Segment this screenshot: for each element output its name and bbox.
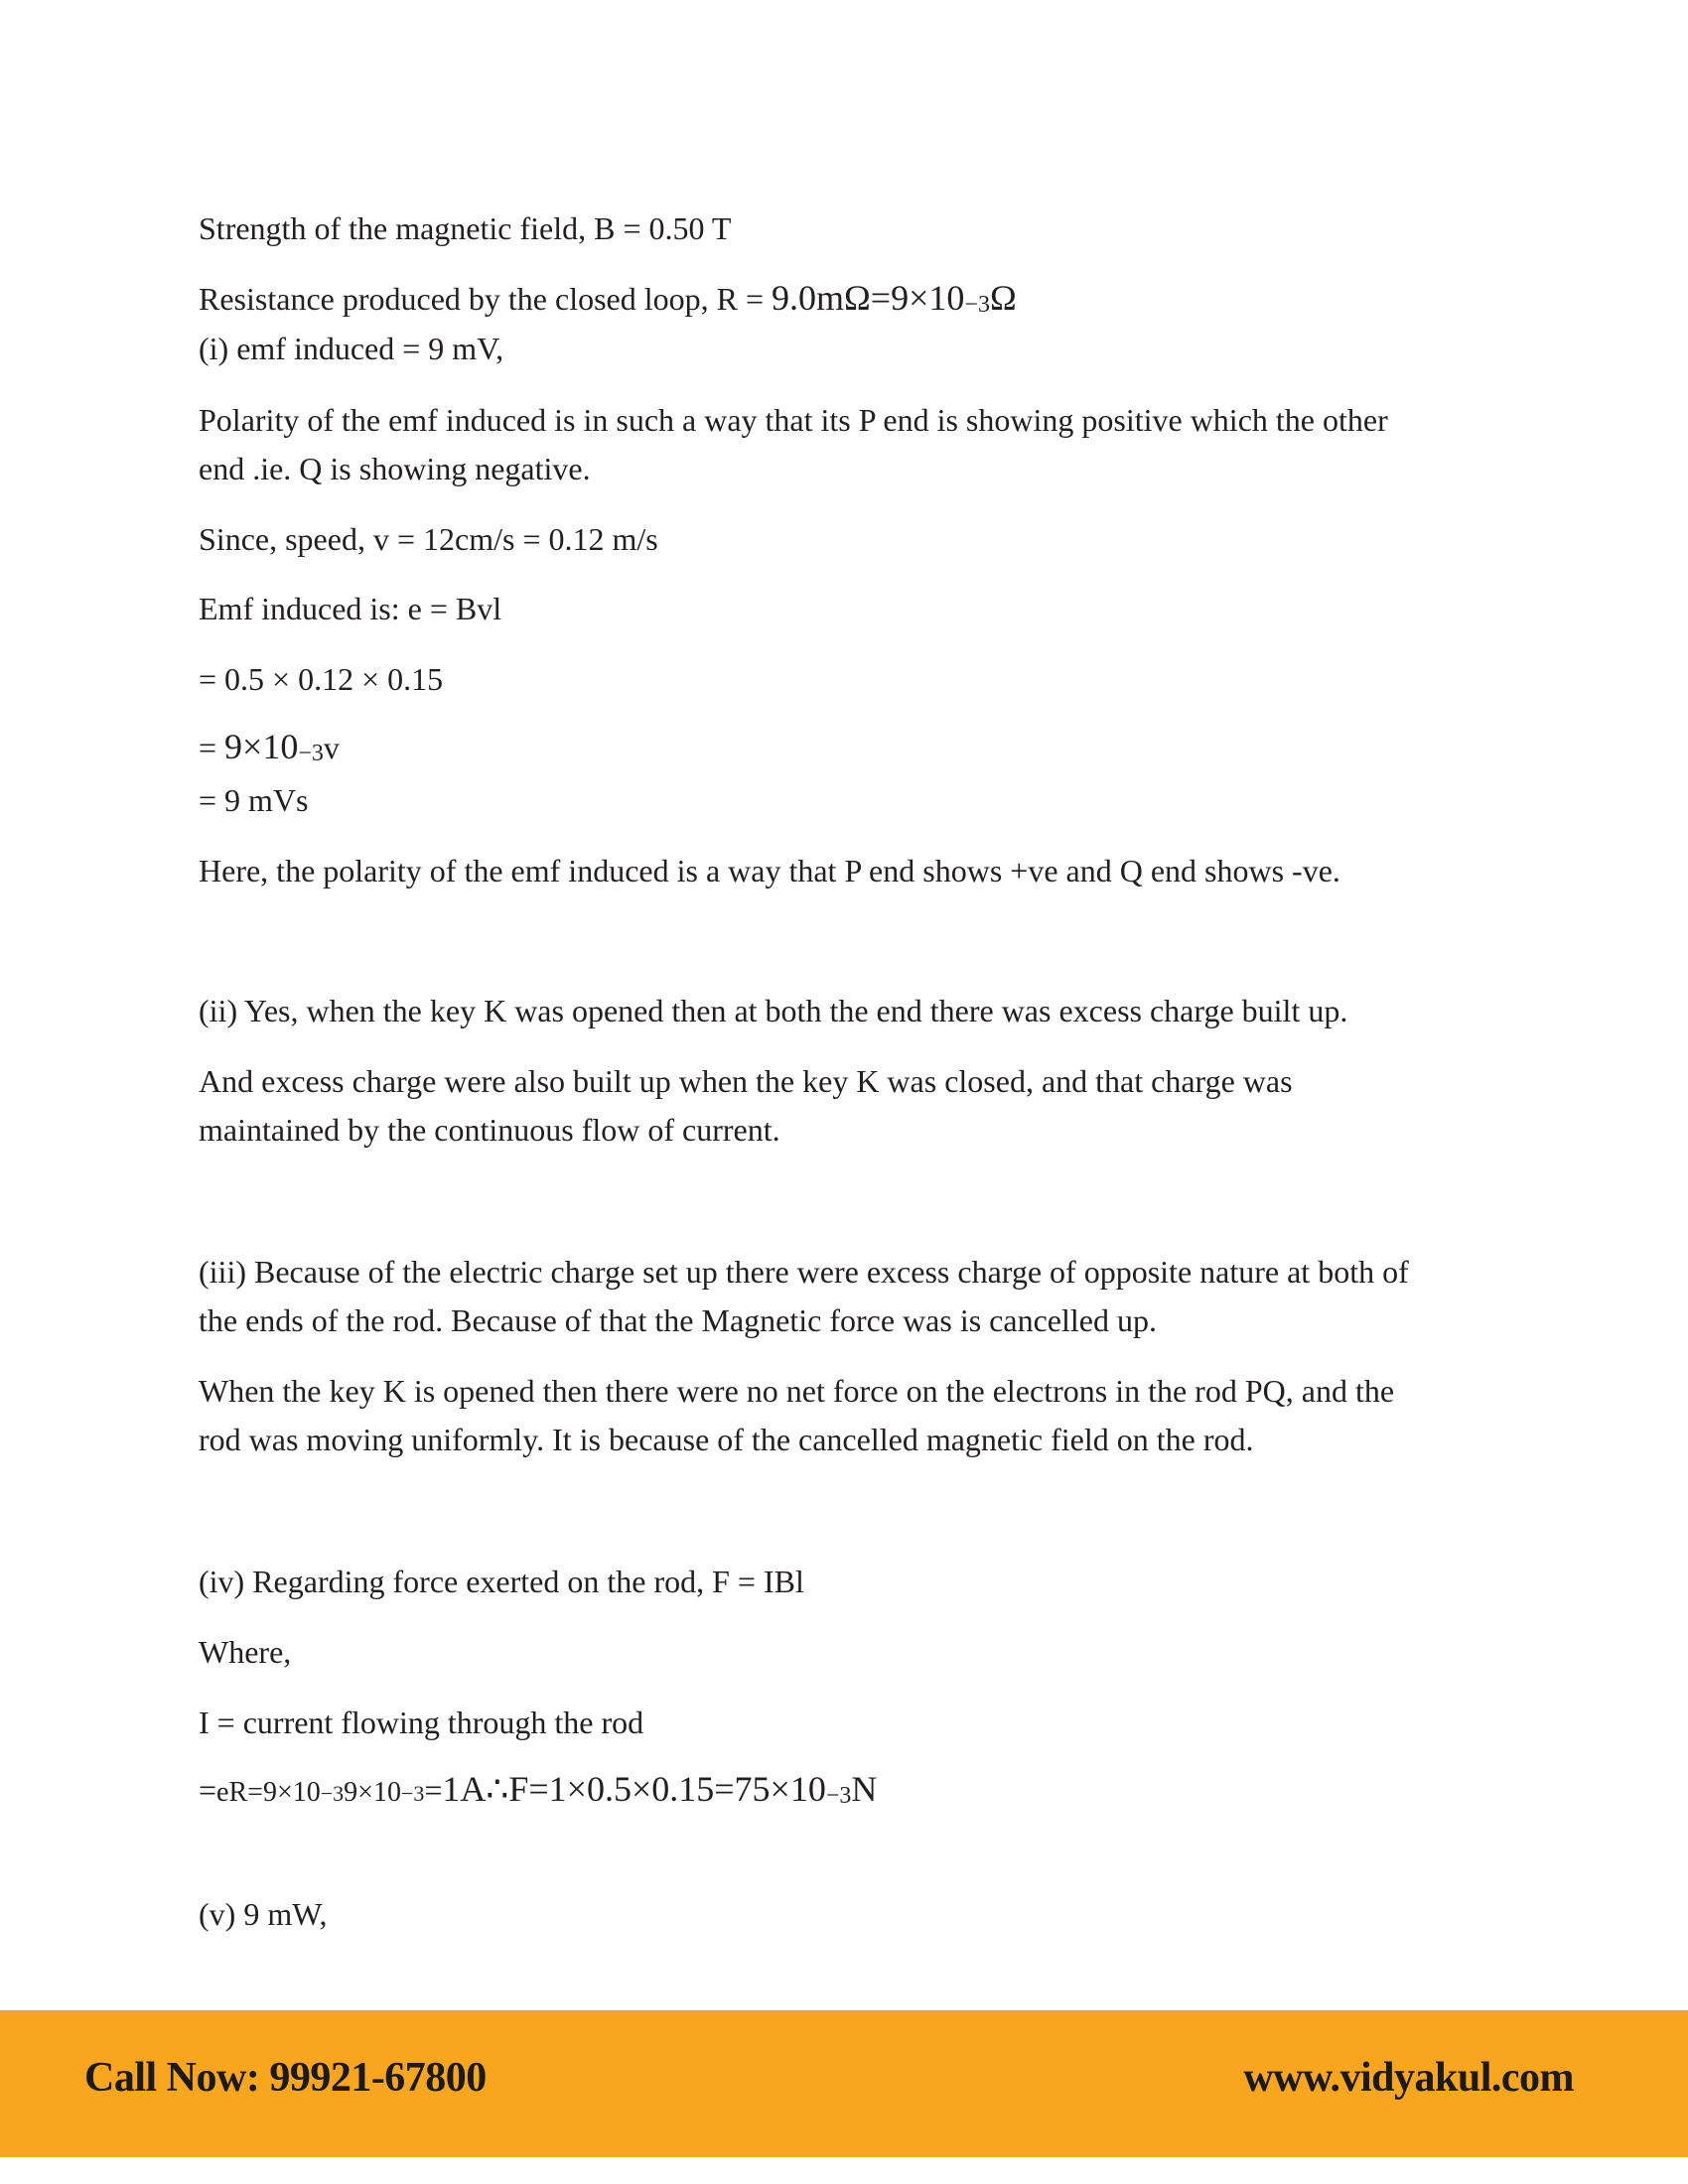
emf-result-eq: = bbox=[199, 730, 225, 765]
part-iv-line: (iv) Regarding force exerted on the rod, F = IBl bbox=[199, 1564, 804, 1599]
emf-formula-line: Emf induced is: e = Bvl bbox=[199, 591, 502, 626]
force-ratio-1: eR=9×10 bbox=[216, 1777, 321, 1808]
part-ii-line: (ii) Yes, when the key K was opened then at both the end there was excess charge built up. bbox=[199, 993, 1348, 1028]
resistance-exponent: −3 bbox=[964, 292, 990, 318]
speed-line: Since, speed, v = 12cm/s = 0.12 m/s bbox=[199, 521, 658, 557]
call-now-phone[interactable]: Call Now: 99921-67800 bbox=[84, 2055, 487, 2101]
force-exp-3: −3 bbox=[825, 1783, 852, 1809]
emf-result-value: 9×10 bbox=[224, 727, 299, 766]
force-eq-1: = bbox=[199, 1772, 217, 1808]
polarity-line-2: end .ie. Q is showing negative. bbox=[199, 451, 591, 486]
force-eq-2: = bbox=[424, 1772, 443, 1808]
website-link[interactable]: www.vidyakul.com bbox=[1243, 2055, 1574, 2101]
emf-induced-line: (i) emf induced = 9 mV, bbox=[199, 331, 504, 366]
force-calculation-line bbox=[199, 1769, 877, 1814]
key-opened-line-2: rod was moving uniformly. It is because of the cancelled magnetic field on the rod. bbox=[199, 1422, 1254, 1457]
where-line: Where, bbox=[199, 1634, 292, 1670]
resistance-value: 9.0mΩ=9×10 bbox=[772, 278, 965, 318]
emf-result-exponent: −3 bbox=[298, 741, 324, 766]
key-opened-line-1: When the key K is opened then there were no net force on the electrons in the rod PQ, and the bbox=[199, 1373, 1395, 1409]
emf-result-line bbox=[199, 727, 340, 771]
footer-banner bbox=[0, 2010, 1688, 2157]
force-ratio-2: 9×10 bbox=[344, 1777, 401, 1808]
resistance-text: Resistance produced by the closed loop, R = bbox=[199, 281, 773, 317]
resistance-line bbox=[199, 278, 1017, 323]
polarity-line-1: Polarity of the emf induced is in such a way that its P end is showing positive which the other bbox=[199, 402, 1388, 438]
part-iii-line-1: (iii) Because of the electric charge set up there were excess charge of opposite nature at both of bbox=[199, 1254, 1409, 1290]
force-unit: N bbox=[851, 1769, 878, 1809]
force-exp-1: −3 bbox=[320, 1781, 345, 1806]
excess-charge-line-1: And excess charge were also built up when the key K was closed, and that charge was bbox=[199, 1063, 1293, 1099]
calculation-line: = 0.5 × 0.12 × 0.15 bbox=[199, 661, 444, 697]
part-v-line: (v) 9 mW, bbox=[199, 1896, 328, 1932]
emf-mvs-line: = 9 mVs bbox=[199, 782, 309, 818]
part-iii-line-2: the ends of the rod. Because of that the Magnetic force was is cancelled up. bbox=[199, 1302, 1157, 1338]
force-exp-2: −3 bbox=[400, 1781, 425, 1806]
current-definition-line: I = current flowing through the rod bbox=[199, 1705, 644, 1740]
emf-result-unit: v bbox=[323, 730, 340, 765]
force-result: 1A∴F=1×0.5×0.15=75×10 bbox=[442, 1769, 826, 1809]
resistance-unit: Ω bbox=[989, 278, 1017, 318]
excess-charge-line-2: maintained by the continuous flow of current. bbox=[199, 1112, 780, 1148]
polarity-summary-line: Here, the polarity of the emf induced is a way that P end shows +ve and Q end shows -ve. bbox=[199, 853, 1340, 888]
field-strength-line: Strength of the magnetic field, B = 0.50 T bbox=[199, 210, 732, 246]
